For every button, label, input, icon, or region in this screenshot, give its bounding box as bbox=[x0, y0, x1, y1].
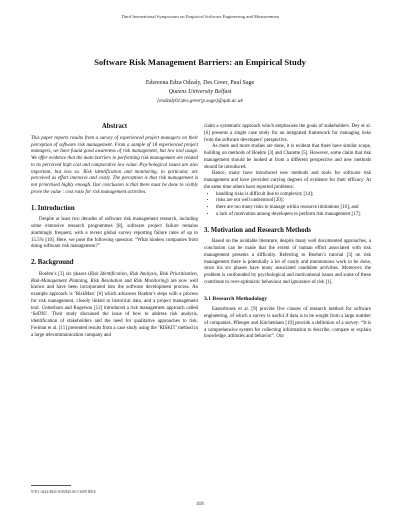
problems-list bbox=[204, 192, 371, 219]
methodology-heading: 3.1 Research Methodology bbox=[204, 295, 268, 302]
list-item: • a lack of motivation among developers to perform risk management [17]. bbox=[216, 212, 371, 219]
list-item: • risks are not well understood [20]; bbox=[216, 198, 371, 205]
list-item: • there are too many risks to manage within resource limitations [16]; and bbox=[216, 205, 371, 212]
left-column bbox=[31, 124, 198, 339]
abstract-text: This paper reports results from a survey of experienced project managers on their perception of software risk management. From a sample of 18 experienced project managers, we have found good awareness of risk management, but low tool usage. We offer evidence that the main barriers to performing risk management are related to its perceived high cost and comparative low value. Psychological issues are also important, but less so. Risk identification and monitoring, in particular, are perceived as effort intensive and costly. The perception is that risk management is not prioritised highly enough. Our conclusion is that there must be done to visibly prove the value : cost ratio for risk management activities. bbox=[31, 135, 198, 195]
right-paragraph-2: As more and more studies are done, it is evident that there have similar scope, building on methods of Boehm [3] and Charette [5]. However, some claim that risk management should be looked at from a different perspective and new methods should be introduced. bbox=[204, 144, 371, 170]
footer-isbn: 978-1-4244-4841-8/09/$25.00 ©2009 IEEE bbox=[31, 490, 96, 494]
footer-rule bbox=[31, 485, 71, 486]
background-heading: 2. Background bbox=[31, 259, 74, 266]
running-head: Third International Symposium on Empirical Software Engineering and Measurement bbox=[120, 14, 280, 19]
introduction-text: Despite at least two decades of software risk management research, including some extensive research programmes [8], software project failure remains alarmingly frequent, with a recent global survey reporting failure rates of up to 15.5% [10]. Here, we pose the following question: “What hinders companies from doing software risk management?” bbox=[31, 217, 198, 250]
author-email: {eodzaly01|des.greer|p.sage}@qub.ac.uk bbox=[157, 98, 243, 104]
right-paragraph-3: Hence, many have introduced new methods and tools for software risk management and have provided varying degrees of evidence for their efficacy. At the same time others have reported problems: bbox=[204, 171, 371, 190]
abstract bbox=[31, 124, 198, 197]
page-number: 418 bbox=[196, 502, 204, 507]
paper-title: Software Risk Management Barriers: an Empirical Study bbox=[94, 57, 306, 67]
author-names: Edzreena Edza Odzaly, Des Greer, Paul Sage bbox=[145, 80, 255, 86]
introduction-heading: 1. Introduction bbox=[31, 204, 75, 212]
right-paragraph-1: claim a systematic approach which emphasises the goals of stakeholders. Dey et al. [6] presents a single case study for an integrated framework for managing risks from the software developers’ perspective. bbox=[204, 124, 371, 143]
motivation-text: Based on the available literature, despite many well documented approaches, a conclusion can be made that the extent of human effort associated with risk management presents a difficulty. Referring to Boehm’s tutorial [3] on risk management there is potentially a lot of costly and monotonous work to be done, since his six phases have many associated candidate activities. Moreover, the problem is confounded by psychological and motivational issues and some of these contribute to over-optimistic behaviour and ignorance of risk [1]. bbox=[204, 239, 371, 285]
author-affiliation: Queens University Belfast bbox=[168, 89, 232, 95]
author-block bbox=[0, 79, 400, 106]
list-item: • handling risks is difficult due to complexity [14]; bbox=[216, 192, 371, 199]
abstract-heading: Abstract bbox=[101, 123, 128, 130]
background-text: Boehm’s [3] six phases (Risk Identification, Risk Analysis, Risk Prioritization, Risk-Management Planning, Risk Resolution and Risk Monitoring) are now well known and have been incorporated into the software development process. An example approach is ‘RiskMan’ [6] which advances Boehm’s steps with a process for risk management, closely linked to historical data, and a project management tool. Gotterbarn and Rogerson [12] introduced a risk management approach called ‘SoDIS’. Their study discussed the issue of how to address risk analysis, identification of stakeholders and the need for qualitative approaches to risk. Freimut et al. [11] presented results from a case study using the ‘RISKIT’ method in a large telecommunication company and bbox=[31, 271, 198, 338]
right-column bbox=[204, 124, 371, 341]
motivation-heading: 3. Motivation and Research Methods bbox=[204, 226, 311, 234]
methodology-text: Easterbrook et al. [9] provide five classes of research method for software engineering, of which a survey is useful if data is to be sought from a large number of companies. Pfleeger and Kitchenham [19] provide a definition of a survey: “It is a comprehensive system for collecting information to describe, compare or explain knowledge, attitudes and behavior”. Our bbox=[204, 307, 371, 340]
